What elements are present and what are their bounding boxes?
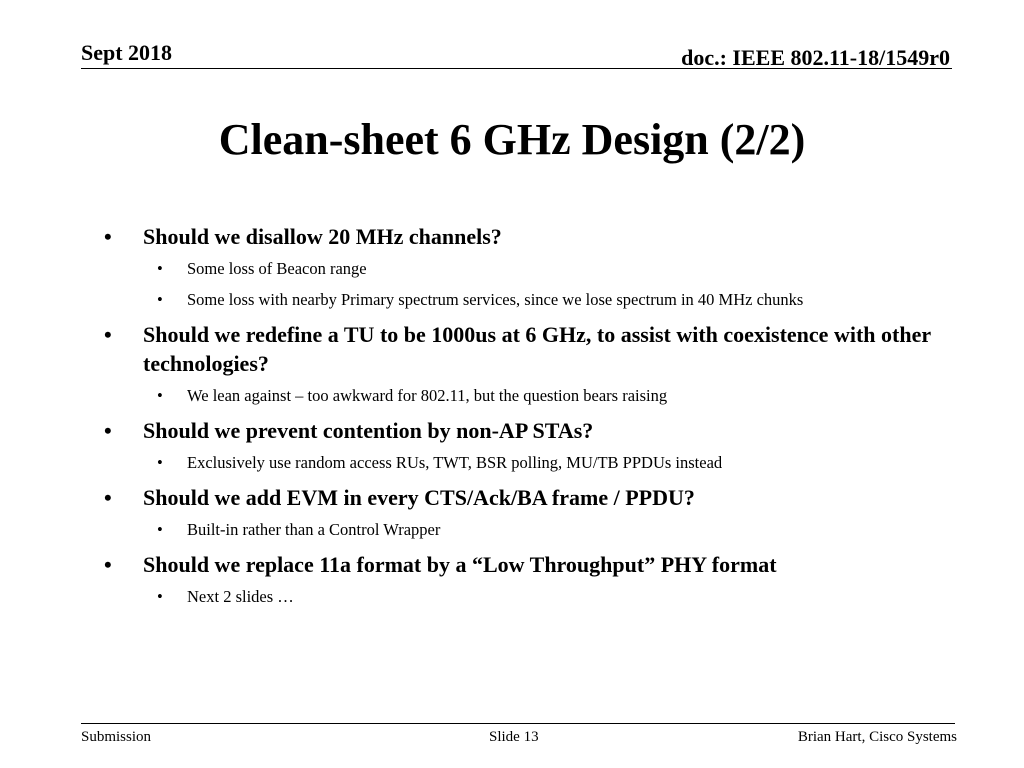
sub-bullet [104,385,964,407]
sub-bullet [104,289,964,311]
bullet-add-evm [104,483,964,512]
sub-bullet-text: Some loss of Beacon range [187,259,367,278]
sub-bullet-marker: • [157,386,163,405]
sub-bullet-marker: • [157,587,163,606]
bullet-marker: • [104,485,112,510]
footer-submission: Submission [81,729,152,745]
bullet-marker: • [104,224,112,249]
sub-bullet-text: Next 2 slides … [187,587,294,606]
bullet-disallow-20mhz [104,222,964,251]
slide-title: Clean-sheet 6 GHz Design (2/2) [218,115,806,164]
sub-bullet [104,452,964,474]
sub-bullet-marker: • [157,290,163,309]
sub-bullet-text: Some loss with nearby Primary spectrum services, since we lose spectrum in 40 MHz chunks [187,290,804,309]
sub-bullet-text: We lean against – too awkward for 802.11, but the question bears raising [187,386,668,405]
sub-bullet-marker: • [157,453,163,472]
sub-bullet-marker: • [157,520,163,539]
bullet-prevent-contention [104,416,964,445]
footer-slide-number: Slide 13 [489,729,539,745]
header-divider [81,68,952,69]
footer-author: Brian Hart, Cisco Systems [797,729,957,745]
bullet-marker: • [104,552,112,577]
header-doc-id: doc.: IEEE 802.11-18/1549r0 [681,45,950,70]
bullet-text: Should we redefine a TU to be 1000us at 6 GHz, to assist with coexistence with other technologies? [143,322,931,376]
bullet-text: Should we prevent contention by non-AP STAs? [143,418,594,443]
bullet-text: Should we disallow 20 MHz channels? [143,224,502,249]
sub-bullet [104,586,964,608]
bullet-text: Should we add EVM in every CTS/Ack/BA frame / PPDU? [143,485,695,510]
bullet-marker: • [104,418,112,443]
sub-bullet-marker: • [157,259,163,278]
sub-bullet [104,519,964,541]
sub-bullet [104,258,964,280]
sub-bullet-text: Built-in rather than a Control Wrapper [187,520,441,539]
bullet-redefine-tu [104,320,964,378]
bullet-marker: • [104,322,112,347]
slide-body [104,222,964,617]
bullet-replace-11a [104,550,964,579]
sub-bullet-text: Exclusively use random access RUs, TWT, BSR polling, MU/TB PPDUs instead [187,453,723,472]
footer-divider [81,723,955,724]
bullet-text: Should we replace 11a format by a “Low Throughput” PHY format [143,552,777,577]
header-date: Sept 2018 [81,40,173,65]
